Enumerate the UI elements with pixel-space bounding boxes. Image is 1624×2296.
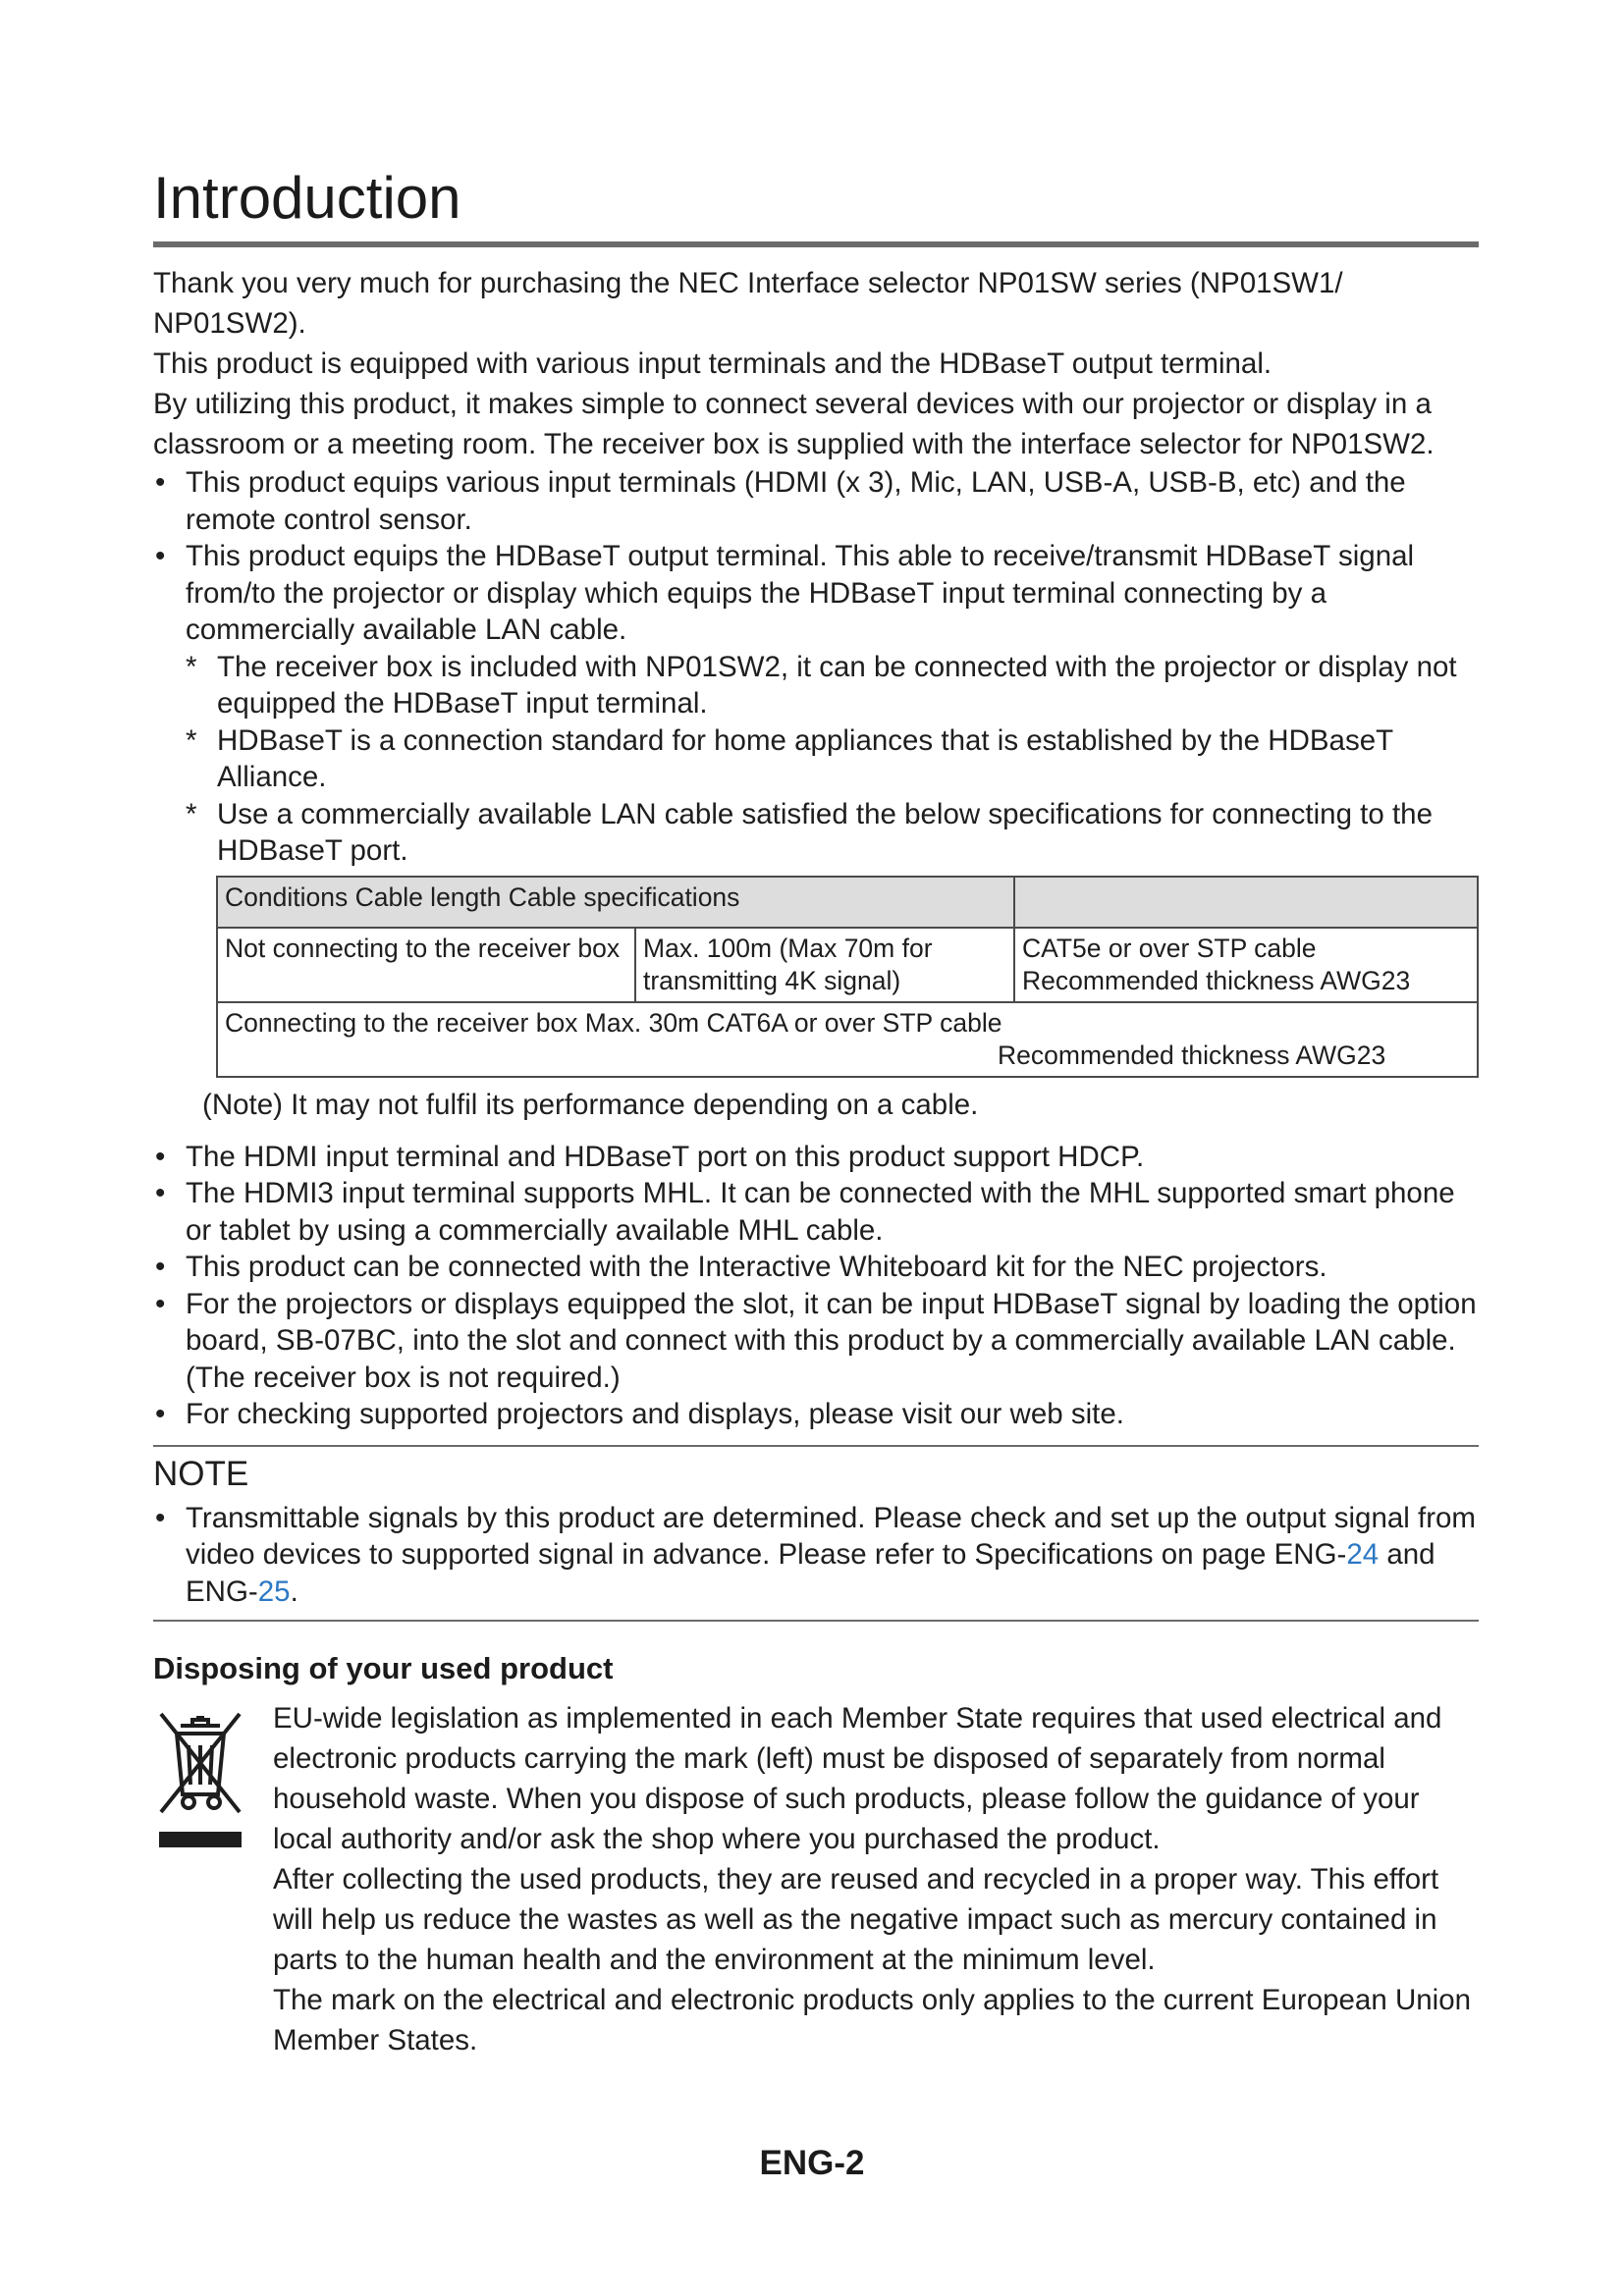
row-text: Connecting to the receiver box Max. 30m CAT6A or over STP cable [225, 1007, 1002, 1038]
disposal-paragraph-1: EU-wide legislation as implemented in each Member State requires that used electrical and electronic products carrying the mark (left) must be disposed of separately from normal household waste. When you dispose of such products, please follow the guidance of your local authority and/or ask the shop where you purchased the product. [273, 1702, 1442, 1855]
page-link-25[interactable]: 25 [257, 1575, 291, 1608]
disposal-paragraph-3: The mark on the electrical and electronic products only applies to the current European Union Member States. [273, 1984, 1472, 2056]
list-item: • For the projectors or displays equipped the slot, it can be input HDBaseT signal by loading the option board, SB-07BC, into the slot and connect with this product by a commercially available LAN cable. (The receiver box is not required.) [153, 1286, 1479, 1397]
note-item: * HDBaseT is a connection standard for home appliances that is established by the HDBaseT Alliance. [186, 722, 1479, 796]
page-number: ENG-2 [759, 2144, 865, 2182]
intro-paragraph-1: Thank you very much for purchasing the NEC Interface selector NP01SW series (NP01SW1/ NP01SW2). [153, 267, 1343, 340]
page-link-24[interactable]: 24 [1346, 1538, 1380, 1571]
table-header-row [217, 877, 1478, 928]
note-top-rule [153, 1445, 1479, 1447]
spec-line: Recommended thickness AWG23 [998, 1040, 1386, 1070]
list-item: • The HDMI3 input terminal supports MHL. It can be connected with the MHL supported smart phone or tablet by using a commercially available MHL cable. [153, 1175, 1479, 1249]
note-item: * Use a commercially available LAN cable satisfied the below specifications for connecting to the HDBaseT port. [186, 796, 1479, 870]
spec-line: CAT5e or over STP cable [1022, 933, 1317, 963]
note-list [153, 1500, 1479, 1611]
note-text: . [290, 1575, 298, 1608]
intro-paragraph-2: This product is equipped with various input terminals and the HDBaseT output terminal. [153, 347, 1272, 380]
note-text: Transmittable signals by this product are determined. Please check and set up the output signal from video devices to supported signal in advance. Please refer to Specifications on page ENG- [186, 1501, 1477, 1571]
list-item-text: This product equips the HDBaseT output terminal. This able to receive/transmit HDBaseT signal from/to the projector or display which equips the HDBaseT input terminal connecting by a commercially available LAN cable. [186, 540, 1415, 646]
table-header-cell-empty [1014, 877, 1478, 928]
disposal-title: Disposing of your used product [153, 1651, 614, 1685]
table-cell-spec [1014, 928, 1478, 1002]
list-item: • This product equips various input terminals (HDMI (x 3), Mic, LAN, USB-A, USB-B, etc) and the remote control sensor. [153, 464, 1479, 538]
note-item: * The receiver box is included with NP01SW2, it can be connected with the projector or display not equipped the HDBaseT input terminal. [186, 649, 1479, 722]
list-item [153, 538, 1479, 649]
disposal-body [153, 1698, 1479, 2060]
disposal-section [153, 1649, 1479, 2060]
page-content [153, 157, 1479, 2060]
table-header-cell: Conditions Cable length Cable specifications [217, 877, 1014, 928]
feature-list-top [153, 464, 1479, 649]
page-title: Introduction [153, 165, 461, 231]
crossed-out-wheelie-bin-icon [153, 1704, 247, 1851]
table-cell-merged [217, 1002, 1478, 1077]
table-row [217, 1002, 1478, 1077]
cable-spec-table [216, 876, 1479, 1078]
table-cell-condition: Not connecting to the receiver box [217, 928, 635, 1002]
note-block [153, 1453, 1479, 1611]
note-title: NOTE [153, 1454, 249, 1493]
feature-list-bottom [153, 1139, 1479, 1433]
note-list-item [153, 1500, 1479, 1611]
table-note: (Note) It may not fulfil its performance depending on a cable. [202, 1088, 979, 1121]
list-item: • This product can be connected with the Interactive Whiteboard kit for the NEC projectors. [153, 1249, 1479, 1286]
disposal-paragraph-2: After collecting the used products, they are reused and recycled in a proper way. This effort will help us reduce the wastes as well as the negative impact such as mercury contained in parts to the human health and the environment at the minimum level. [273, 1863, 1439, 1976]
asterisk-notes [153, 649, 1479, 870]
list-item: • The HDMI input terminal and HDBaseT port on this product support HDCP. [153, 1139, 1479, 1176]
table-cell-length: Max. 100m (Max 70m for transmitting 4K signal) [635, 928, 1014, 1002]
title-rule [153, 241, 1479, 247]
note-bottom-rule [153, 1620, 1479, 1622]
intro-section [153, 263, 1479, 464]
table-row [217, 928, 1478, 1002]
spec-line: Recommended thickness AWG23 [1022, 965, 1411, 995]
list-item: • For checking supported projectors and displays, please visit our web site. [153, 1396, 1479, 1433]
intro-paragraph-3: By utilizing this product, it makes simple to connect several devices with our projector or display in a classroom or a meeting room. The receiver box is supplied with the interface selector for NP01SW2. [153, 388, 1435, 460]
note-text: and ENG- [186, 1538, 1435, 1608]
